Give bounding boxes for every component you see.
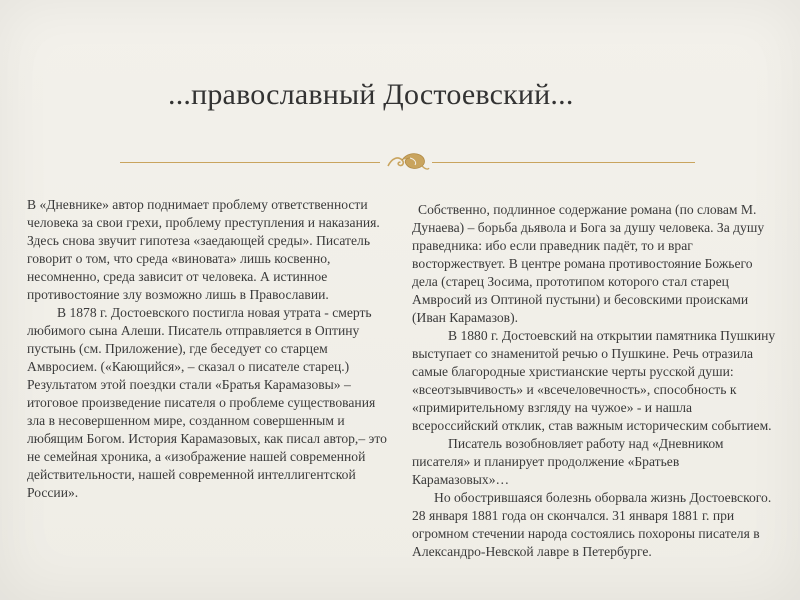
right-text-column <box>412 201 777 561</box>
divider-line-left <box>120 162 380 163</box>
left-text-column <box>27 196 387 502</box>
divider-line-right <box>432 162 695 163</box>
right-paragraph-3: Писатель возобновляет работу над «Дневником писателя» и планирует продолжение «Братьев Карамазовых»… <box>412 436 724 487</box>
left-paragraph-2: В 1878 г. Достоевского постигла новая утрата - смерть любимого сына Алеши. Писатель отправляется в Оптину пустынь (см. Приложение), где беседует со старцем Амвросием. («Кающийся», – сказал о писателе старец.) Результатом этой поездки стали «Братья Карамазовы» – итоговое произведение писателя о проблеме существования зла в несовершенном мире, созданном совершенным и любящим Богом. История Карамазовых, как писал автор,– это не семейная хроника, а «изображение нашей современной действительности, нашей современной интеллигентской России». <box>27 305 387 500</box>
left-paragraph-1: В «Дневнике» автор поднимает проблему ответственности человека за свои грехи, проблему преступления и наказания. Здесь снова звучит гипотеза «заедающей среды». Писатель говорит о том, что среда «виновата» лишь косвенно, несомненно, среда зависит от человека. А истинное противостояние злу возможно лишь в Православии. <box>27 197 380 302</box>
title-divider <box>120 151 695 173</box>
slide-title: ...православный Достоевский... <box>168 78 574 111</box>
right-paragraph-1: Собственно, подлинное содержание романа (по словам М. Дунаева) – борьба дьявола и Бога за душу человека. За душу праведника: ибо если праведник падёт, то и враг восторжествует. В центре романа противостояние Божьего дела (старец Зосима, прототипом которого стал старец Амвросий из Оптиной пустыни) и бесовскими происками (Иван Карамазов). <box>412 202 765 325</box>
right-paragraph-4: Но обострившаяся болезнь оборвала жизнь Достоевского. 28 января 1881 года он скончался. 31 января 1881 г. при огромном стечении народа состоялись похороны писателя в Александро-Невской лавре в Петербурге. <box>412 490 772 559</box>
fleuron-icon <box>384 148 430 174</box>
right-paragraph-2: В 1880 г. Достоевский на открытии памятника Пушкину выступает со знаменитой речью о Пушкине. Речь отразила самые благородные христианские черты русской души: «всеотзывчивость» и «всечеловечность», способность к «примирительному взгляду на чужое» - и нашла всероссийский отклик, став важным историческим событием. <box>412 328 776 433</box>
